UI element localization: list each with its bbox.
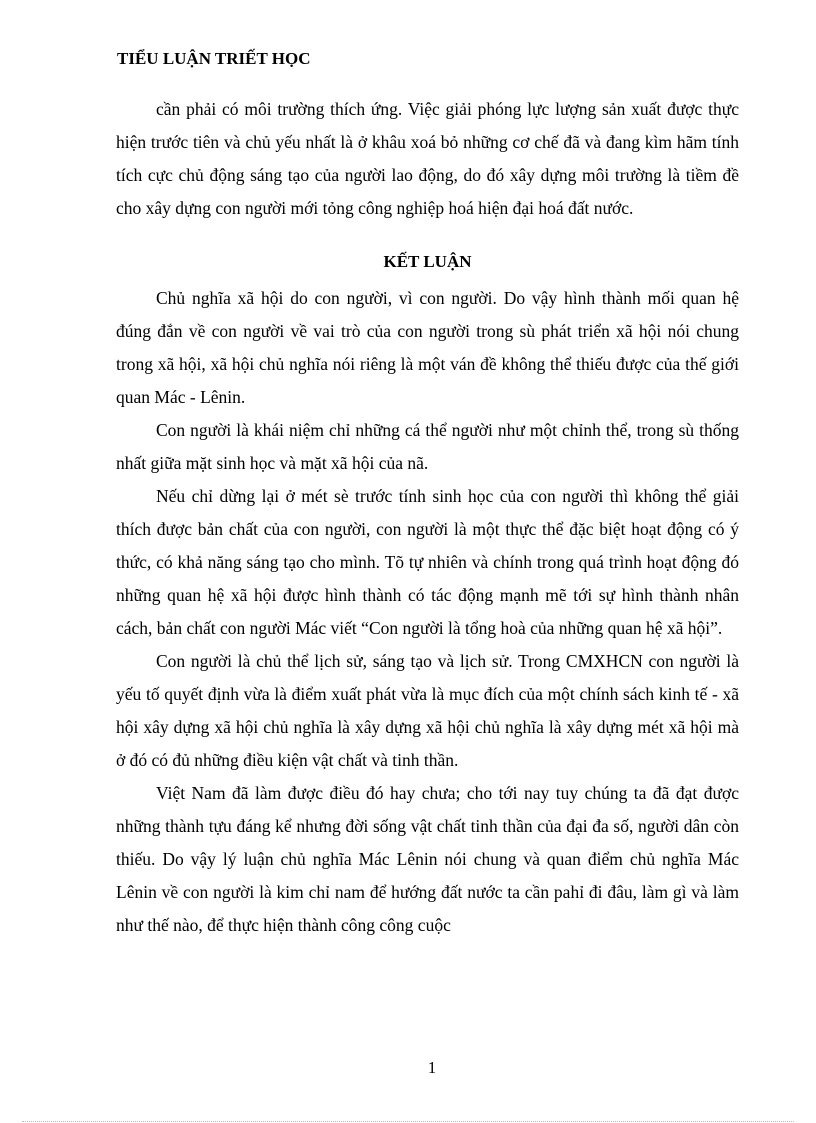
conclusion-paragraph-1: Chủ nghĩa xã hội do con người, vì con người. Do vậy hình thành mối quan hệ đúng đắn về con người về vai trò của con người trong sù phát triển xã hội nói chung trong xã hội, xã hội chủ nghĩa nói riêng là một ván đề không thể thiếu được của thế giới quan Mác - Lênin. — [116, 288, 739, 407]
page-number: 1 — [427, 1058, 437, 1077]
conclusion-paragraph-2: Con người là khái niệm chỉ những cá thể người như một chỉnh thể, trong sù thống nhất giữa mặt sinh học và mặt xã hội của nã. — [116, 420, 739, 473]
conclusion-heading: KẾT LUẬN — [383, 252, 472, 271]
conclusion-paragraph-4: Con người là chủ thể lịch sử, sáng tạo và lịch sử. Trong CMXHCN con người là yếu tố quyết định vừa là điểm xuất phát vừa là mục đích của một chính sách kinh tế - xã hội xây dựng xã hội chủ nghĩa là xây dựng xã hội chủ nghĩa là xây dựng mét xã hội mà ở đó có đủ những điều kiện vật chất và tinh thần. — [116, 651, 739, 770]
page-bottom-divider — [22, 1121, 794, 1122]
document-body — [116, 93, 739, 942]
document-header: TIỂU LUẬN TRIẾT HỌC — [117, 49, 311, 68]
conclusion-paragraph-3: Nếu chỉ dừng lại ở mét sè trước tính sinh học của con người thì không thể giải thích được bản chất của con người, con người là một thực thể đặc biệt hoạt động có ý thức, có khả năng sáng tạo cho mình. Tõ tự nhiên và chính trong quá trình hoạt động đó những quan hệ xã hội được hình thành có tác động mạnh mẽ tới sự hình thành nhân cách, bản chất con người Mác viết “Con người là tổng hoà của những quan hệ xã hội”. — [116, 486, 739, 638]
intro-paragraph: cần phải có môi trường thích ứng. Việc giải phóng lực lượng sản xuất được thực hiện trước tiên và chủ yếu nhất là ở khâu xoá bỏ những cơ chế đã và đang kìm hãm tính tích cực chủ động sáng tạo của người lao động, do đó xây dựng môi trường là tiềm đề cho xây dựng con người mới tỏng công nghiệp hoá hiện đại hoá đất nước. — [116, 99, 739, 218]
conclusion-paragraph-5: Việt Nam đã làm được điều đó hay chưa; cho tới nay tuy chúng ta đã đạt được những thành tựu đáng kể nhưng đời sống vật chất tinh thần của đại đa số, người dân còn thiếu. Do vậy lý luận chủ nghĩa Mác Lênin nói chung và quan điểm chủ nghĩa Mác Lênin về con người là kim chỉ nam để hướng đất nước ta cần pahỉ đi đâu, làm gì và làm như thế nào, để thực hiện thành công công cuộc — [116, 783, 739, 935]
